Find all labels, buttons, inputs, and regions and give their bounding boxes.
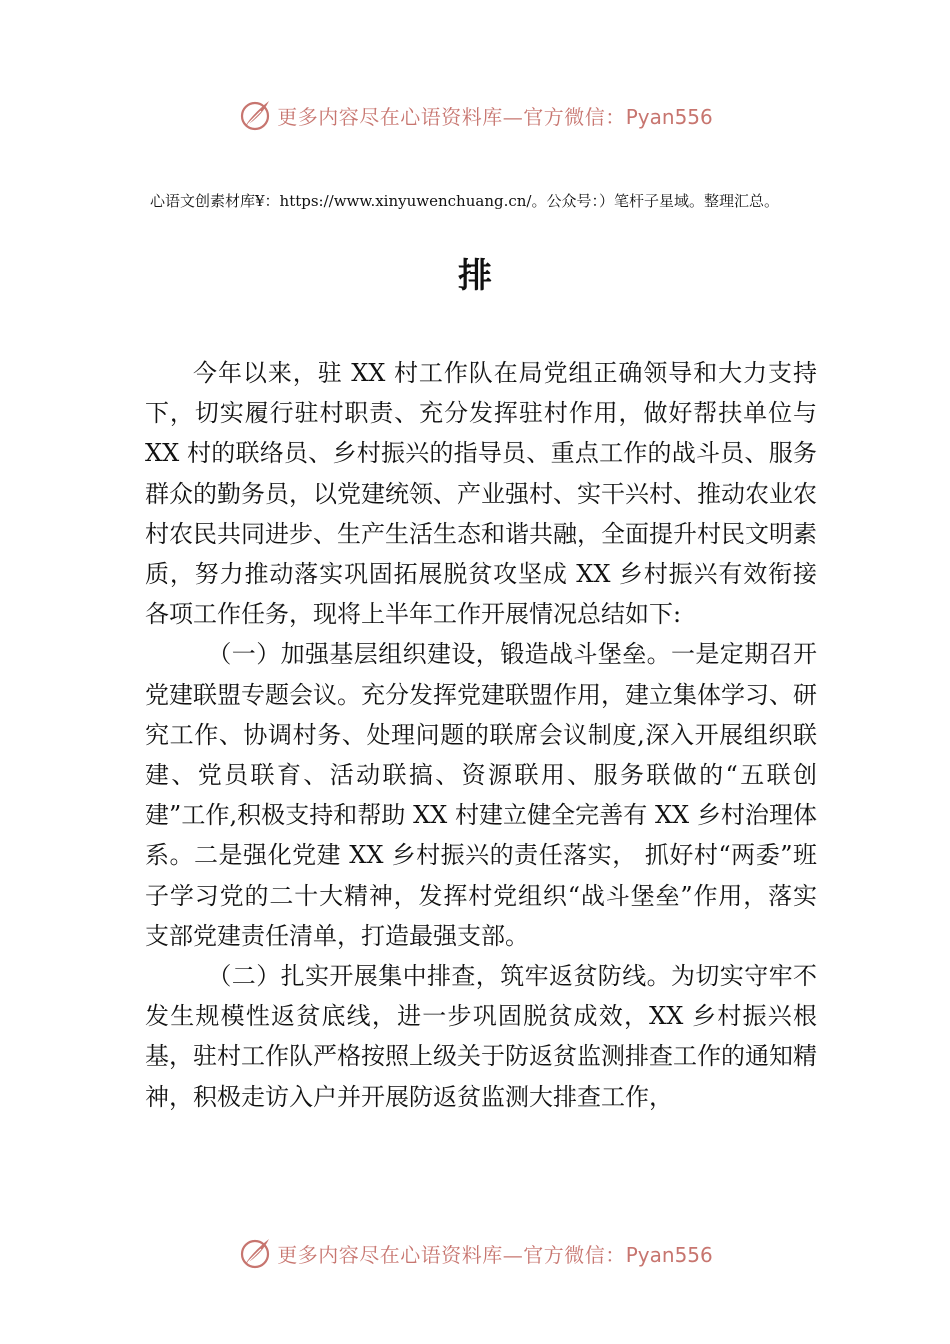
paragraph-section-2: （二）扎实开展集中排查，筑牢返贫防线。为切实守牢不发生规模性返贫底线，进一步巩固脱贫成效，XX 乡村振兴根基，驻村工作队严格按照上级关于防返贫监测排查工作的通知精神，积极走访入户并开展防返贫监测大排查工作， (145, 962, 817, 1111)
wechat-id: Pyan556 (625, 1242, 713, 1267)
paragraph-intro: 今年以来，驻 XX 村工作队在局党组正确领导和大力支持下，切实履行驻村职责、充分发挥驻村作用，做好帮扶单位与 XX 村的联络员、乡村振兴的指导员、重点工作的战斗员、服务群众的勤务员，以党建统领、产业强村、实干兴村、推动农业农村农民共同进步、生产生活生态和谐共融，全面提升村民文明素质，努力推动落实巩固拓展脱贫攻坚成 XX 乡村振兴有效衔接各项工作任务，现将上半年工作开展情况总结如下: (145, 359, 817, 629)
wechat-id: Pyan556 (625, 104, 713, 129)
footer-watermark-banner (0, 1231, 950, 1275)
banner-text (277, 101, 713, 130)
document-title: 排 (458, 256, 492, 296)
quill-logo-icon (237, 1235, 273, 1271)
document-body (145, 353, 817, 1117)
quill-logo-icon (237, 97, 273, 133)
banner-label: 更多内容尽在心语资料库—官方微信： (277, 1242, 626, 1267)
banner-text (277, 1239, 713, 1268)
banner-label: 更多内容尽在心语资料库—官方微信： (277, 104, 626, 129)
paragraph-section-1: （一）加强基层组织建设，锻造战斗堡垒。一是定期召开党建联盟专题会议。充分发挥党建联盟作用，建立集体学习、研究工作、协调村务、处理问题的联席会议制度,深入开展组织联建、党员联育、活动联搞、资源联用、服务联做的“五联创建”工作,积极支持和帮助 XX 村建立健全完善有 XX 乡村治理体系。二是强化党建 XX 乡村振兴的责任落实， 抓好村“两委”班子学习党的二十大精神，发挥村党组织“战斗堡垒”作用，落实支部党建责任清单，打造最强支部。 (145, 640, 817, 950)
source-note: 心语文创素材库¥：https://www.xinyuwenchuang.cn/。公众号：）笔杆子星域。整理汇总。 (150, 192, 779, 210)
header-watermark-banner (0, 93, 950, 137)
